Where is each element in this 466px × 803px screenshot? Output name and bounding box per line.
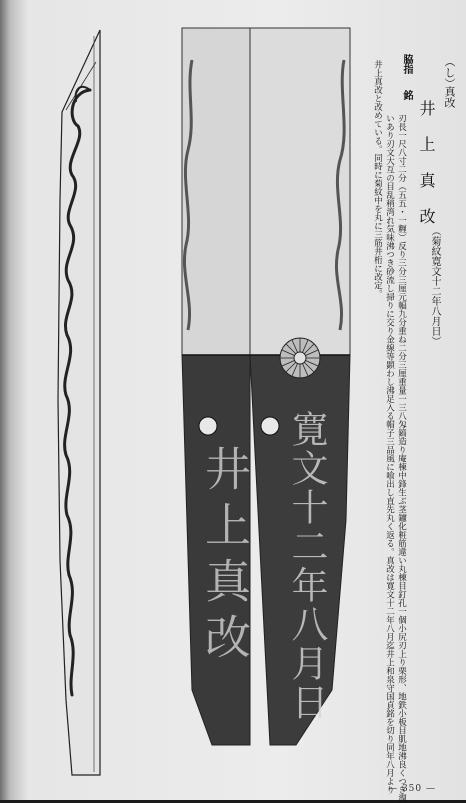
item-type: 脇指 <box>401 54 412 74</box>
section-name: 真改 <box>443 86 456 108</box>
mei-text: 井上真改 <box>417 100 436 244</box>
tang-inscription-right: 寛文十二年八月日 <box>285 410 328 722</box>
description-line-1: 刃長一尺八寸二分（五五・一糎）反り三分三厘元幅九分重ね二分三厘重量一三八匁鎬造り庵棟中鋒生ぶ茎鑢化粧筋違い丸棟目釘孔一個小尻刃上り栗形、地鉄小板目肌地沸良くつき潤 <box>396 114 407 803</box>
mei-label: 銘 <box>401 90 412 100</box>
tang-right-blade <box>250 28 350 355</box>
mekugi-hole-right <box>261 417 279 435</box>
mekugi-hole-left <box>199 417 217 435</box>
section-marker: （し） <box>443 56 456 89</box>
tang-inscription-left: 井上真改 <box>198 445 252 669</box>
page-number: — 350 — <box>388 784 436 794</box>
description-line-3: 井上真改と改めている。同時に菊紋中を丸に三筋井桁に改定。 <box>372 60 383 298</box>
chrysanthemum-crest-icon <box>280 338 320 378</box>
date-note: （菊紋寛文十二年八月日） <box>429 226 440 346</box>
tang-left-blade <box>182 28 250 355</box>
description-line-2: いあり刃文大互の目乱稍湾れ気味沸つき砂流し掃りに交り金線等顕わし沸足入る帽子三品風に喰出し直先丸く返る。真改は寛文十二年八月迄井上和泉守国貞銘を切り同年八月より <box>384 114 395 794</box>
